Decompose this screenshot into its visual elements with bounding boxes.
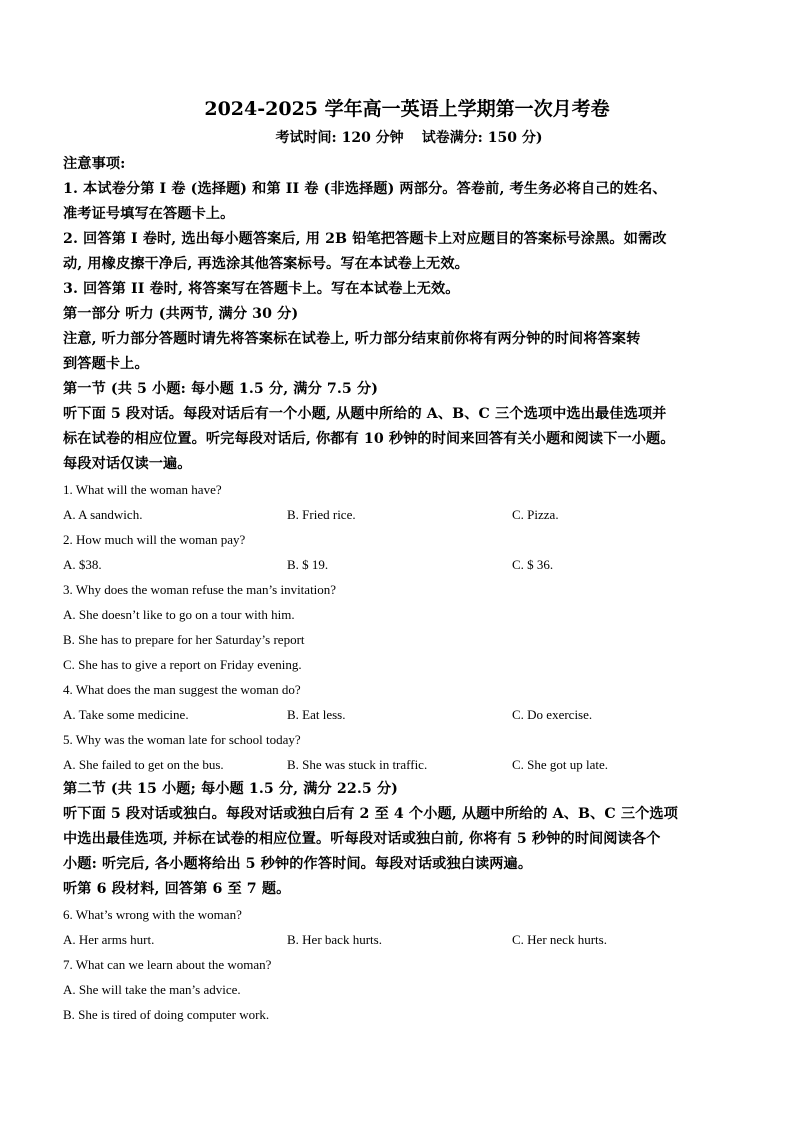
option-a: A. $38. <box>63 557 102 572</box>
exam-subtitle <box>63 128 743 148</box>
section2-instruction-line: 听下面 5 段对话或独白。每段对话或独白后有 2 至 4 个小题, 从题中所给的 A、B、C 三个选项 <box>63 806 678 822</box>
notice-heading: 注意事项: <box>63 156 126 172</box>
question-2-options <box>63 552 743 577</box>
question-6: 6. What’s wrong with the woman? <box>63 907 242 922</box>
option-a: A. Her arms hurt. <box>63 932 155 947</box>
notice-line: 3. 回答第 II 卷时, 将答案写在答题卡上。写在本试卷上无效。 <box>63 281 460 297</box>
option-b: B. Eat less. <box>287 707 346 722</box>
notice-line: 2. 回答第 I 卷时, 选出每小题答案后, 用 2B 铅笔把答题卡上对应题目的答案标号涂黑。如需改 <box>63 231 667 247</box>
option-c: C. Pizza. <box>512 507 559 522</box>
option-b: B. She was stuck in traffic. <box>287 757 428 772</box>
part1-note-line: 到答题卡上。 <box>63 356 149 372</box>
option-a: A. A sandwich. <box>63 507 143 522</box>
question-5-options <box>63 752 743 777</box>
option-a: A. Take some medicine. <box>63 707 189 722</box>
option-c: C. Do exercise. <box>512 707 593 722</box>
option-c: C. She has to give a report on Friday evening. <box>63 657 302 672</box>
option-c: C. She got up late. <box>512 757 609 772</box>
part1-heading: 第一部分 听力 (共两节, 满分 30 分) <box>63 306 299 322</box>
section1-instruction-line: 标在试卷的相应位置。听完每段对话后, 你都有 10 秒钟的时间来回答有关小题和阅读下一小题。 <box>63 431 675 447</box>
notice-line: 1. 本试卷分第 I 卷 (选择题) 和第 II 卷 (非选择题) 两部分。答卷前, 考生务必将自己的姓名、 <box>63 181 667 197</box>
option-b: B. Her back hurts. <box>287 932 382 947</box>
option-b: B. $ 19. <box>287 557 329 572</box>
section1-instruction-line: 听下面 5 段对话。每段对话后有一个小题, 从题中所给的 A、B、C 三个选项中选出最佳选项并 <box>63 406 667 422</box>
question-2: 2. How much will the woman pay? <box>63 532 246 547</box>
question-6-options <box>63 927 743 952</box>
option-c: C. Her neck hurts. <box>512 932 607 947</box>
question-4: 4. What does the man suggest the woman do? <box>63 682 301 697</box>
question-4-options <box>63 702 743 727</box>
exam-title: 2024-2025 学年高一英语上学期第一次月考卷 <box>204 98 610 120</box>
option-a: A. She failed to get on the bus. <box>63 757 224 772</box>
part1-note-line: 注意, 听力部分答题时请先将答案标在试卷上, 听力部分结束前你将有两分钟的时间将答案转 <box>63 331 641 347</box>
notice-line: 准考证号填写在答题卡上。 <box>63 206 235 222</box>
exam-time: 考试时间: 120 分钟 <box>275 130 404 146</box>
exam-full-score: 试卷满分: 150 分) <box>421 130 543 146</box>
option-b: B. She is tired of doing computer work. <box>63 1007 270 1022</box>
option-a: A. She doesn’t like to go on a tour with him. <box>63 607 295 622</box>
section1-instruction-line: 每段对话仅读一遍。 <box>63 456 192 472</box>
exam-page <box>63 96 743 1027</box>
option-a: A. She will take the man’s advice. <box>63 982 241 997</box>
notice-line: 动, 用橡皮擦干净后, 再选涂其他答案标号。写在本试卷上无效。 <box>63 256 469 272</box>
question-1: 1. What will the woman have? <box>63 482 222 497</box>
option-c: C. $ 36. <box>512 557 554 572</box>
option-b: B. She has to prepare for her Saturday’s report <box>63 632 305 647</box>
section2-instruction-line: 小题: 听完后, 各小题将给出 5 秒钟的作答时间。每段对话或独白读两遍。 <box>63 856 533 872</box>
question-1-options <box>63 502 743 527</box>
option-b: B. Fried rice. <box>287 507 356 522</box>
section2-instruction-line: 中选出最佳选项, 并标在试卷的相应位置。听每段对话或独白前, 你将有 5 秒钟的时间阅读各个 <box>63 831 661 847</box>
question-3: 3. Why does the woman refuse the man’s invitation? <box>63 582 337 597</box>
section2-heading: 第二节 (共 15 小题; 每小题 1.5 分, 满分 22.5 分) <box>63 781 398 797</box>
section1-heading: 第一节 (共 5 小题: 每小题 1.5 分, 满分 7.5 分) <box>63 381 379 397</box>
material-heading: 听第 6 段材料, 回答第 6 至 7 题。 <box>63 881 291 897</box>
question-5: 5. Why was the woman late for school today? <box>63 732 301 747</box>
question-7: 7. What can we learn about the woman? <box>63 957 272 972</box>
